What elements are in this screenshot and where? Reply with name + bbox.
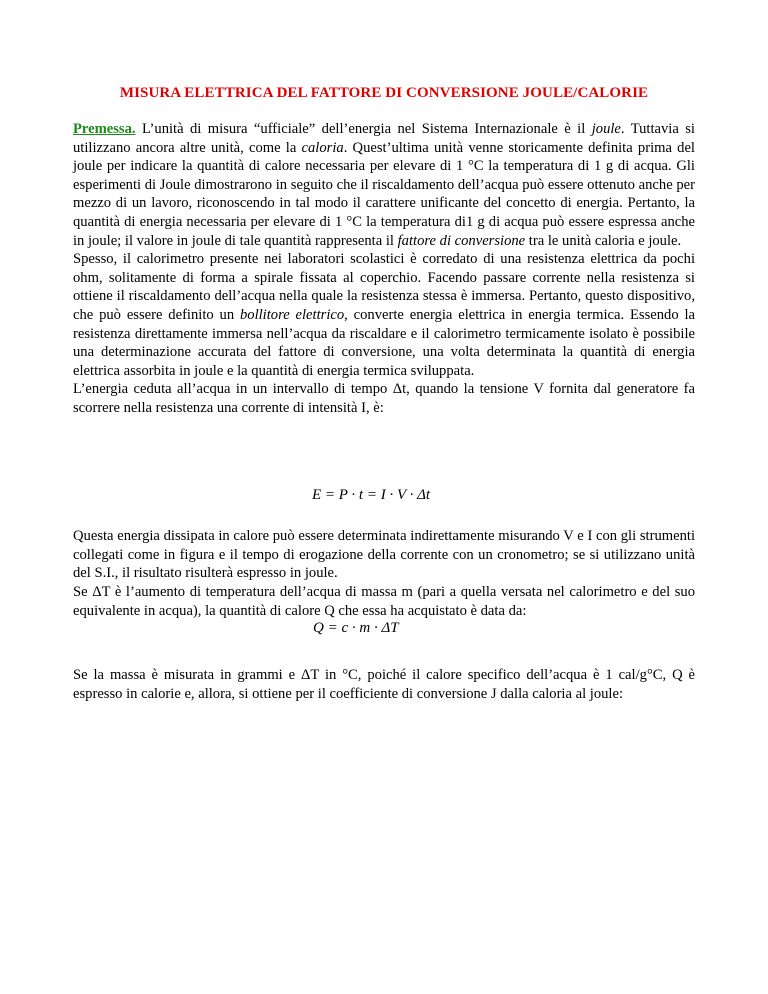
equation-energy: E = P · t = I · V · Δt	[312, 487, 431, 503]
paragraph-calore: Se ΔT è l’aumento di temperatura dell’acqua di massa m (pari a quella versata nel calorimetro e del suo equivalente in acqua), la quantità di calore Q che essa ha acquistato è data da:	[73, 584, 695, 619]
paragraph-coefficiente: Se la massa è misurata in grammi e ΔT in °C, poiché il calore specifico dell’acqua è 1 cal/g°C, Q è espresso in calorie e, allora, si ottiene per il coefficiente di conversione J dalla caloria al joule:	[73, 667, 695, 702]
premessa-text-2: . Tuttavia si utilizzano ancora altre unità, come la	[73, 121, 695, 156]
premessa-section	[73, 120, 695, 418]
calorimetro-text-2: , converte energia elettrica in energia termica. Essendo la resistenza direttamente immersa nell’acqua da riscaldare e il calorimetro termicamente isolato è possibile una determinazione accurata del fattore di conversione, una volta determinata la quantità di energia elettrica assorbita in joule e la quantità di energia termica sviluppata.	[73, 306, 695, 379]
equation-heat: Q = c · m · ΔT	[313, 620, 399, 636]
premessa-joule: joule	[591, 121, 621, 137]
premessa-text-4: tra le unità caloria e joule.	[525, 232, 682, 249]
premessa-paragraph	[73, 120, 695, 250]
premessa-caloria: caloria	[301, 139, 344, 156]
calorimetro-bollitore: bollitore elettrico	[239, 306, 345, 323]
premessa-fattore: fattore di conversione	[397, 232, 526, 249]
premessa-text-3: . Quest’ultima unità venne storicamente definita prima del joule per indicare la quantità di calore necessaria per elevare di 1 °C la temperatura di 1 g di acqua. Gli esperimenti di Joule dimostrarono in seguito che il riscaldamento dell’acqua può essere ottenuto anche per mezzo di un lavoro, riconoscendo in tal modo il carattere unificante del concetto di energia. Pertanto, la quantità di energia necessaria per elevare di 1 °C la temperatura di1 g di acqua può essere espressa anche in joule; il valore in joule di tale quantità rappresenta il	[73, 139, 695, 249]
calorimetro-paragraph	[73, 250, 695, 380]
premessa-heading: Premessa.	[73, 121, 136, 137]
paragraph-misura: Questa energia dissipata in calore può essere determinata indirettamente misurando V e I con gli strumenti collegati come in figura e il tempo di erogazione della corrente con un cronometro; se si utilizzano unità del S.I., il risultato risulterà espresso in joule.	[73, 528, 695, 582]
energia-paragraph: L’energia ceduta all’acqua in un intervallo di tempo Δt, quando la tensione V fornita dal generatore fa scorrere nella resistenza una corrente di intensità I, è:	[73, 381, 695, 416]
calorimetro-text-1: Spesso, il calorimetro presente nei laboratori scolastici è corredato di una resistenza elettrica da pochi ohm, solitamente di forma a spirale fissata al coperchio. Facendo passare corrente nella resistenza si ottiene il riscaldamento dell’acqua nella quale la resistenza stessa è immersa. Pertanto, questo dispositivo, che può essere definito un	[73, 251, 695, 323]
premessa-text-1: L’unità di misura “ufficiale” dell’energia nel Sistema Internazionale è il	[135, 121, 592, 137]
document-title: MISURA ELETTRICA DEL FATTORE DI CONVERSIONE JOULE/CALORIE	[119, 85, 649, 101]
